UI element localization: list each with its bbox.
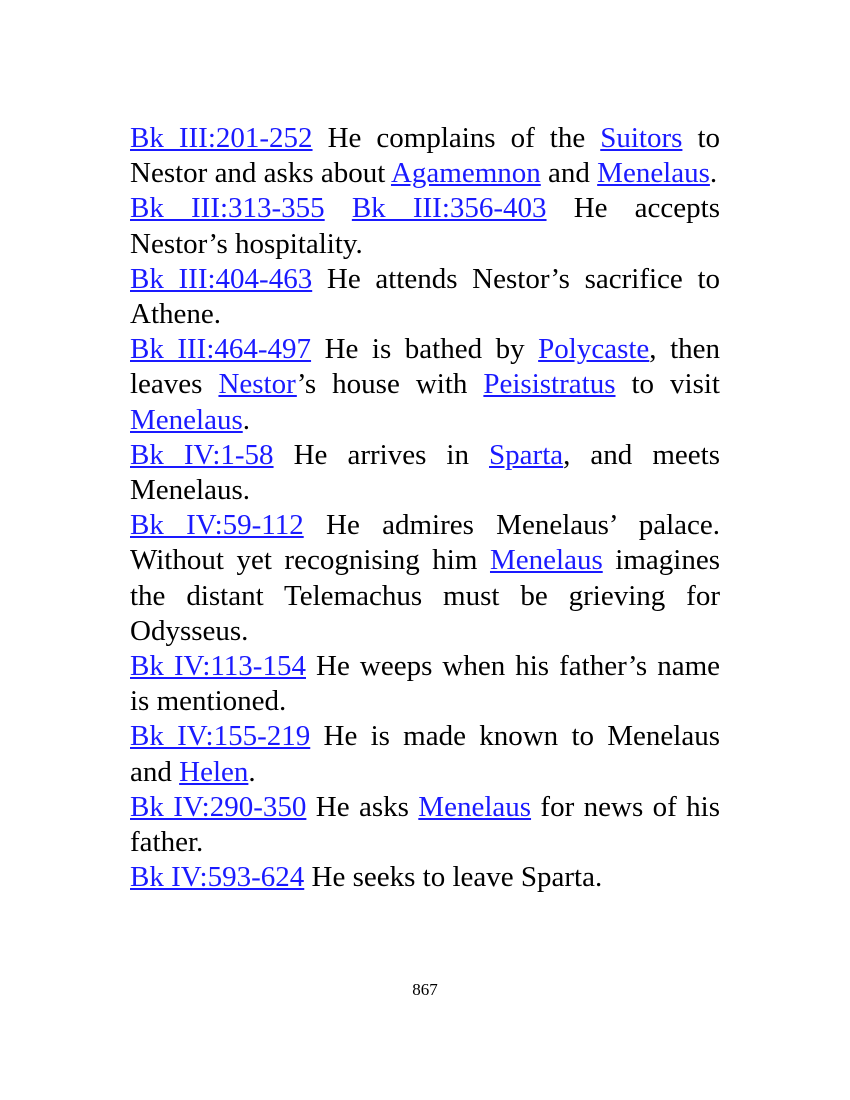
reference-link[interactable]: Bk III:464-497 (130, 333, 312, 366)
entry-text: He is bathed by (311, 333, 539, 366)
entry-text: to visit (615, 368, 720, 401)
reference-link[interactable]: Suitors (600, 122, 683, 154)
reference-link[interactable]: Helen (179, 755, 249, 788)
entry-text: He accepts Nestor’s hospitality. (130, 192, 720, 260)
entry-text: and (540, 157, 598, 190)
entry-text: He complains of the (312, 122, 601, 154)
reference-link[interactable]: Agamemnon (390, 157, 541, 190)
entry-text: He seeks to leave Sparta. (304, 861, 603, 894)
entry (130, 191, 720, 261)
entry (130, 790, 720, 860)
reference-link[interactable]: Menelaus (489, 544, 603, 577)
entry-text: He asks (306, 790, 419, 823)
reference-link[interactable]: Bk IV:593-624 (130, 861, 305, 894)
entry-text: , then leaves (130, 333, 720, 401)
entry-text: ’s house with (296, 368, 484, 401)
reference-link[interactable]: Bk IV:155-219 (130, 720, 311, 753)
page-body (130, 121, 720, 895)
entry (130, 262, 720, 332)
entry-text: to Nestor and asks about (130, 122, 720, 190)
entry-text (325, 192, 352, 224)
reference-link[interactable]: Bk IV:290-350 (130, 790, 307, 823)
reference-link[interactable]: Menelaus (597, 157, 710, 190)
entry-text: He attends Nestor’s sacrifice to Athene. (130, 262, 720, 331)
reference-link[interactable]: Bk III:356-403 (351, 192, 547, 225)
page-number: 867 (412, 980, 438, 999)
reference-link[interactable]: Bk IV:59-112 (130, 509, 304, 542)
reference-link[interactable]: Bk III:201-252 (130, 122, 313, 154)
entry-text: imagines the distant Telemachus must be grieving for Odysseus. (130, 544, 720, 647)
entry-text: He arrives in (273, 438, 490, 471)
reference-link[interactable]: Menelaus (418, 790, 532, 823)
reference-link[interactable]: Menelaus (130, 403, 243, 436)
entry (130, 438, 720, 508)
reference-link[interactable]: Bk IV:1-58 (130, 438, 274, 471)
entry-text: He is made known to Menelaus and (130, 720, 720, 788)
entry-text: . (242, 403, 250, 436)
entry-text: He admires Menelaus’ palace. Without yet recognising him (130, 509, 720, 577)
reference-link[interactable]: Bk III:313-355 (130, 192, 325, 225)
entry (130, 719, 720, 789)
entry-text: , and meets Menelaus. (130, 438, 720, 507)
entry-text: . (248, 755, 256, 788)
entry-text: . (709, 157, 718, 190)
entry (130, 121, 720, 191)
entry (130, 649, 720, 719)
entry-text: He weeps when his father’s name is mentioned. (130, 650, 721, 718)
entry (130, 508, 720, 649)
entry (130, 860, 720, 895)
reference-link[interactable]: Sparta (489, 438, 564, 471)
entry-text: for news of his father. (130, 790, 720, 859)
reference-link[interactable]: Polycaste (538, 333, 650, 366)
reference-link[interactable]: Nestor (218, 368, 297, 401)
reference-link[interactable]: Bk IV:113-154 (130, 650, 306, 683)
reference-link[interactable]: Peisistratus (483, 368, 616, 401)
reference-link[interactable]: Bk III:404-463 (130, 262, 313, 295)
entry (130, 332, 720, 438)
